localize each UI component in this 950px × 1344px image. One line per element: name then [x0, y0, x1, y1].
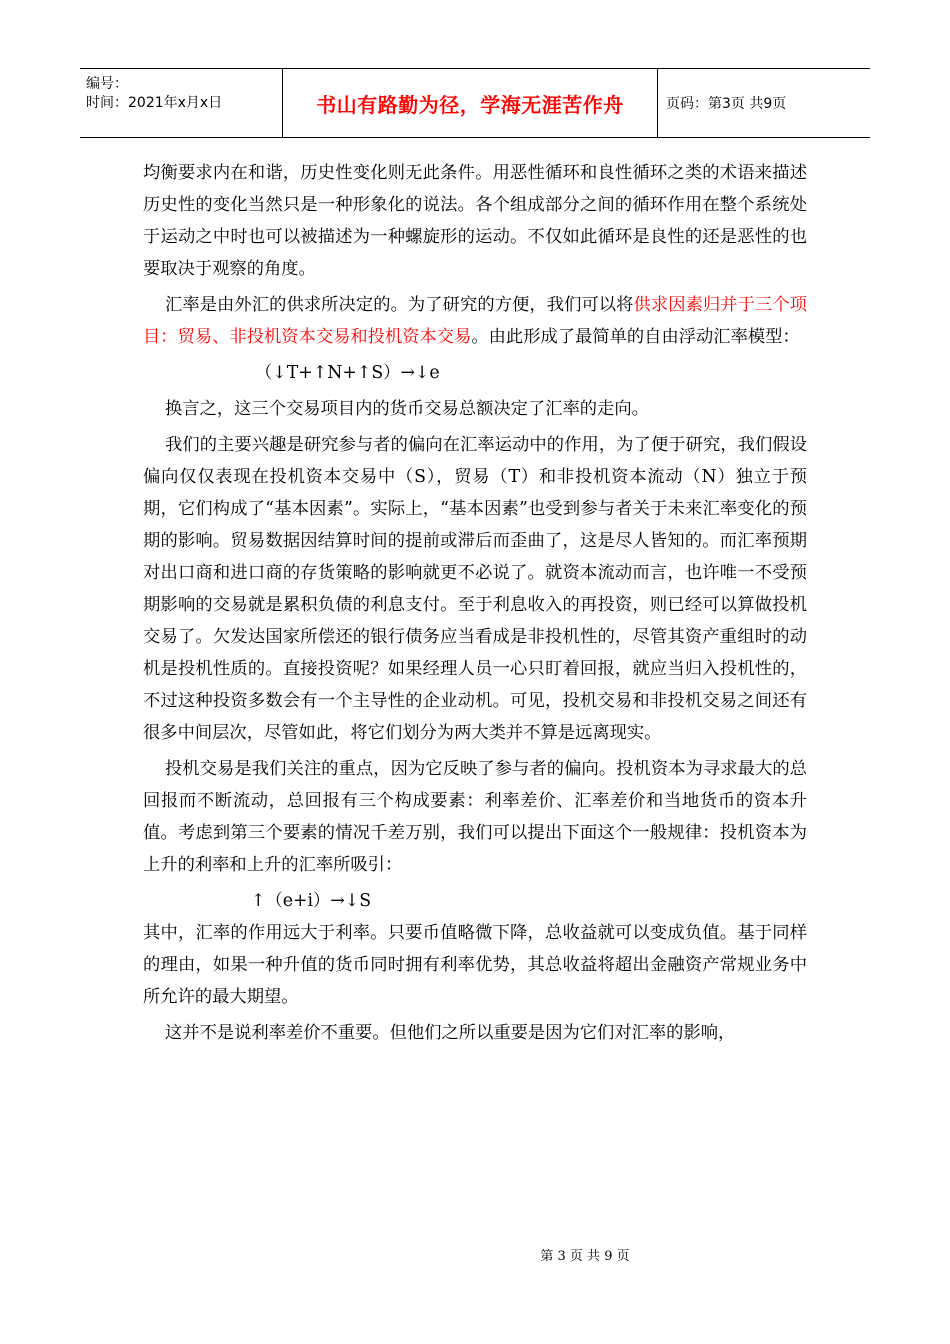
document-body [143, 157, 807, 1049]
page-footer: 第 3 页 共 9 页 [540, 1249, 630, 1264]
paragraph: 换言之，这三个交易项目内的货币交易总额决定了汇率的走向。 [165, 399, 649, 419]
paragraph-text: 。由此形成了最简单的自由浮动汇率模型： [471, 327, 800, 347]
formula: ↑（e+i）→↓S [251, 891, 372, 911]
document-header [80, 68, 870, 138]
paragraph [143, 289, 807, 353]
date-label: 时间：2021年x月x日 [86, 95, 223, 111]
paragraph-text: 汇率是由外汇的供求所决定的。为了研究的方便，我们可以将 [165, 295, 634, 315]
paragraph: 投机交易是我们关注的重点，因为它反映了参与者的偏向。投机资本为寻求最大的总回报而不断流动，总回报有三个构成要素：利率差价、汇率差价和当地货币的资本升值。考虑到第三个要素的情况千差万别，我们可以提出下面这个一般规律：投机资本为上升的利率和上升的汇率所吸引： [143, 759, 807, 875]
paragraph: 均衡要求内在和谐，历史性变化则无此条件。用恶性循环和良性循环之类的术语来描述历史性的变化当然只是一种形象化的说法。各个组成部分之间的循环作用在整个系统处于运动之中时也可以被描述为一种螺旋形的运动。不仅如此循环是良性的还是恶性的也要取决于观察的角度。 [143, 163, 807, 279]
highlighted-text: 供求因素归并于三个项目：贸易、非投机资本交易和投机资本交易 [143, 295, 807, 347]
paragraph: 其中，汇率的作用远大于利率。只要币值略微下降，总收益就可以变成负值。基于同样的理由，如果一种升值的货币同时拥有利率优势，其总收益将超出金融资产常规业务中所允许的最大期望。 [143, 923, 807, 1007]
paragraph: 我们的主要兴趣是研究参与者的偏向在汇率运动中的作用，为了便于研究，我们假设偏向仅仅表现在投机资本交易中（S），贸易（T）和非投机资本流动（N）独立于预期，它们构成了“基本因素”。实际上，“基本因素”也受到参与者关于未来汇率变化的预期的影响。贸易数据因结算时间的提前或滞后而歪曲了，这是尽人皆知的。而汇率预期对出口商和进口商的存货策略的影响就更不必说了。就资本流动而言，也许唯一不受预期影响的交易就是累积负债的利息支付。至于利息收入的再投资，则已经可以算做投机交易了。欠发达国家所偿还的银行债务应当看成是非投机性的，尽管其资产重组时的动机是投机性质的。直接投资呢？如果经理人员一心只盯着回报，就应当归入投机性的，不过这种投资多数会有一个主导性的企业动机。可见，投机交易和非投机交易之间还有很多中间层次，尽管如此，将它们划分为两大类并不算是远离现实。 [143, 435, 807, 743]
paragraph: 这并不是说利率差价不重要。但他们之所以重要是因为它们对汇率的影响， [165, 1023, 736, 1043]
formula: （↓T+↑N+↑S）→↓e [255, 363, 440, 383]
motto: 书山有路勤为径，学海无涯苦作舟 [283, 69, 658, 137]
header-meta [80, 69, 283, 137]
number-label: 编号： [86, 76, 128, 92]
page-indicator: 页码：第3页 共9页 [666, 96, 787, 112]
